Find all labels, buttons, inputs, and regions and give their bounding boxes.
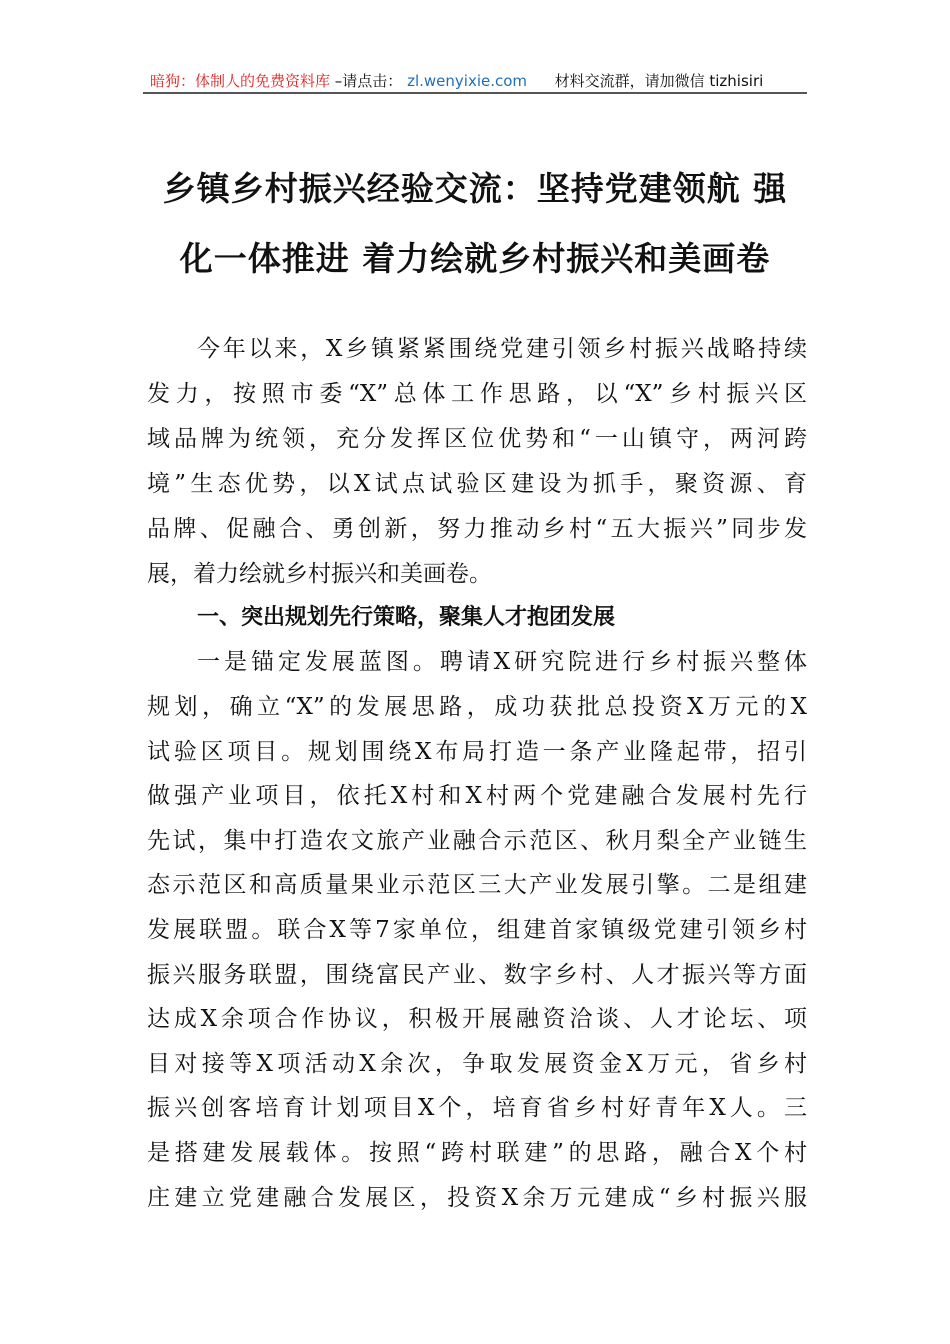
paragraph-line: 态示范区和高质量果业示范区三大产业发展引擎。二是组建 [147, 872, 807, 898]
header-click-text: –请点击： [334, 72, 403, 90]
paragraph-line: 振兴服务联盟，围绕富民产业、数字乡村、人才振兴等方面 [147, 962, 807, 988]
header-site-name: 暗狗：体制人的免费资料库 [150, 72, 331, 90]
page-header [150, 70, 805, 91]
paragraph-line: 一是锚定发展蓝图。聘请X研究院进行乡村振兴整体 [197, 649, 807, 675]
paragraph-line: 域品牌为统领，充分发挥区位优势和“一山镇守，两河跨 [147, 426, 807, 452]
paragraph-line: 试验区项目。规划围绕X布局打造一条产业隆起带，招引 [147, 739, 807, 765]
paragraph-line: 境”生态优势，以X试点试验区建设为抓手，聚资源、育 [147, 471, 807, 497]
paragraph-line: 规划，确立“X”的发展思路，成功获批总投资X万元的X [147, 694, 807, 720]
header-url-link[interactable]: zl.wenyixie.com [407, 72, 528, 90]
section-heading: 一、突出规划先行策略，聚集人才抱团发展 [197, 605, 616, 630]
paragraph-line: 展，着力绘就乡村振兴和美画卷。 [147, 561, 492, 587]
header-divider [143, 92, 807, 94]
paragraph-line: 今年以来，X乡镇紧紧围绕党建引领乡村振兴战略持续 [197, 336, 807, 362]
document-title-line1: 乡镇乡村振兴经验交流：坚持党建领航 强 [162, 169, 788, 208]
document-title-line2: 化一体推进 着力绘就乡村振兴和美画卷 [179, 239, 771, 278]
paragraph-line: 品牌、促融合、勇创新，努力推动乡村“五大振兴”同步发 [147, 516, 807, 542]
paragraph-line: 达成X余项合作协议，积极开展融资洽谈、人才论坛、项 [147, 1006, 807, 1032]
paragraph-line: 是搭建发展载体。按照“跨村联建”的思路，融合X个村 [147, 1140, 807, 1166]
paragraph-line: 发力，按照市委“X”总体工作思路，以“X”乡村振兴区 [147, 381, 807, 407]
paragraph-line: 目对接等X项活动X余次，争取发展资金X万元，省乡村 [147, 1051, 807, 1077]
paragraph-line: 振兴创客培育计划项目X个，培育省乡村好青年X人。三 [147, 1095, 807, 1121]
paragraph-line: 先试，集中打造农文旅产业融合示范区、秋月梨全产业链生 [147, 828, 807, 854]
paragraph-line: 庄建立党建融合发展区，投资X余万元建成“乡村振兴服 [147, 1185, 807, 1211]
paragraph-line: 做强产业项目，依托X村和X村两个党建融合发展村先行 [147, 783, 807, 809]
paragraph-line: 发展联盟。联合X等7家单位，组建首家镇级党建引领乡村 [147, 917, 807, 943]
header-contact: 材料交流群，请加微信 tizhisiri [554, 72, 764, 90]
